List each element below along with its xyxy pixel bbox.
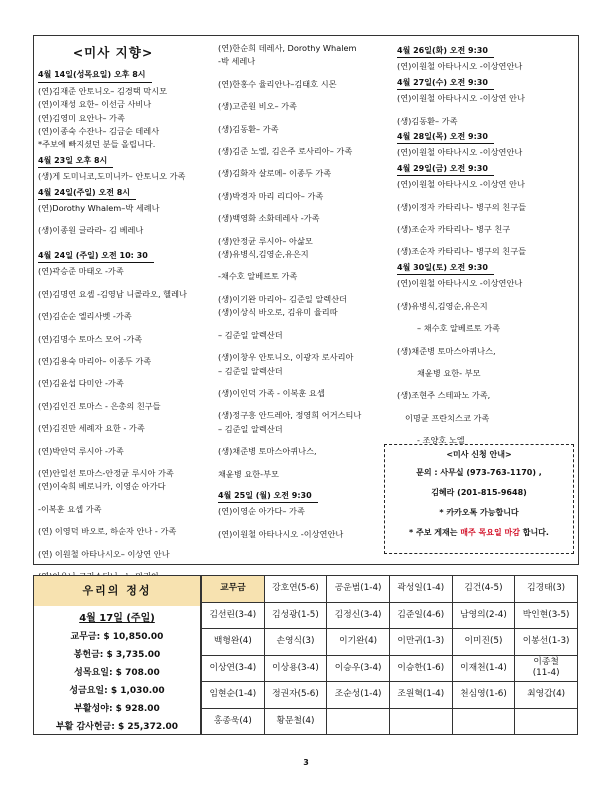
intention-line: (연)곽승준 마태오 -가족 [38, 266, 124, 277]
column-3 [397, 42, 575, 448]
section-list [397, 146, 575, 159]
intention-line: – 김준일 알렉산더 [218, 365, 283, 376]
intention-line: (생)백영화 소화데레사 -가족 [218, 213, 320, 224]
intention-line: - 조양호 노엘 [417, 435, 465, 446]
intention-line: -이복훈 요셉 가족 [38, 503, 102, 514]
intention-line: 이명균 프란치스코 가족 [405, 412, 490, 423]
intention-line: (생)김동환– 가족 [218, 123, 279, 134]
notice-contact-person: 김혜라 (201-815-9648) [431, 488, 527, 497]
intention-line: (생)김준 노엘, 김은주 로사리아– 가족 [218, 146, 353, 157]
intention-line: (연)한순희 데레사, Dorothy Whalem [218, 43, 357, 53]
section-list [38, 170, 214, 183]
donor-cell [389, 708, 452, 735]
intention-line: (연) 이원철 아타나시오– 이상연 안나 [38, 548, 170, 559]
section-head: 4월 29일(금) 오전 9:30 [397, 162, 494, 176]
intention-line: (연)박안덕 루시아 -가족 [38, 445, 124, 456]
donor-cell: 이미진(5) [452, 629, 515, 656]
intention-line: (생)박경자 마리 리디아– 가족 [218, 190, 324, 201]
donor-row [202, 576, 578, 603]
donor-row [202, 682, 578, 709]
intention-line: (생)조순자 카타리나– 병구의 친구들 [397, 246, 527, 257]
intention-line: (연)한홍수 율리안나–김태호 시몬 [218, 78, 337, 89]
donor-cell: 남영의(2-4) [452, 602, 515, 629]
donor-cell: 김건(4-5) [452, 576, 515, 603]
donor-table [201, 575, 578, 735]
section-list [38, 202, 214, 247]
section-head: 4월 14일(성목요일) 오후 8시 [38, 68, 152, 82]
section-list [218, 42, 390, 481]
deadline-text-end: 합니다. [522, 528, 549, 537]
intention-line: (생)이기완 마리아– 김준일 알렉산더 [218, 293, 348, 304]
intention-line: (생)유병식,김영순,유은지 [397, 300, 488, 311]
intention-line: (연)김인건 토마스 - 은총의 친구들 [38, 400, 161, 411]
notice-title: <미사 신청 안내> [446, 450, 512, 459]
intention-line: (생)이정자 카타리나– 병구의 친구들 [397, 201, 527, 212]
offering-line: 교무금: $ 10,850.00 [70, 632, 164, 642]
deadline-highlight: 매주 목요일 마감 [460, 528, 520, 537]
intention-line: (연)이원철 아타나시오 -이상연 안나 [397, 93, 525, 104]
intention-line: (연)안일선 토마스-안정균 루시아 가족 [38, 467, 174, 478]
intention-line: (연)김명연 요셉 -김영남 니콜라오, 헬레나 [38, 288, 187, 299]
column-2 [218, 42, 390, 541]
section-head: 4월 24일 (주일) 오전 10: 30 [38, 249, 154, 263]
section-list [38, 265, 214, 606]
intention-line: (연)김순순 엘리사벳 -가족 [38, 311, 132, 322]
intention-line: (생)이상식 바오로, 김유미 율리따 [218, 307, 338, 318]
intention-line: (연)이원철 아타나시오 -이상연안나 [218, 528, 344, 539]
section-list [397, 178, 575, 259]
section-list [397, 60, 575, 73]
intention-line: (연)이원철 아타나시오 -이상연안나 [397, 147, 523, 158]
intention-line: (연)이숙희 베로니카, 이영순 아가다 [38, 481, 166, 492]
intention-line: (생)이창우 안토니오, 이광자 로사리아 [218, 352, 354, 363]
intention-line: (생)정구흥 안드레아, 정영희 어거스티나 [218, 410, 362, 421]
intention-line: (생)고준원 비오– 가족 [218, 101, 297, 112]
donor-cell: 이상용(3-4) [264, 655, 327, 682]
donor-cell: 이승우(3-4) [327, 655, 390, 682]
intention-line: -채수호 알베르토 가족 [218, 271, 298, 282]
intention-line: (연)이원철 아타나시오 -이상연안나 [397, 61, 523, 72]
intention-line: (생)이인덕 가족 - 이복훈 요셉 [218, 387, 325, 398]
donor-row [202, 708, 578, 735]
donor-cell: 임현순(1-4) [202, 682, 265, 709]
intention-line: (생)채준병 토마스아퀴나스, [218, 446, 317, 457]
intention-line: (연)김영미 요안나– 가족 [38, 112, 125, 123]
intention-line: (연)김재준 안토니오– 김경택 막시모 [38, 85, 168, 96]
donor-cell: 조원혁(1-4) [389, 682, 452, 709]
notice-kakao: * 카카오톡 가능합니다 [439, 508, 519, 517]
column-1 [38, 42, 214, 606]
intention-line: (연)김명수 토마스 모어 -가족 [38, 333, 143, 344]
intention-line: (연) 이영덕 바오로, 하순자 안나 - 가족 [38, 526, 177, 537]
intention-line: (생)조순자 카타리나– 병구 친구 [397, 224, 511, 235]
donor-cell: 정권자(5-6) [264, 682, 327, 709]
offering-lines [34, 628, 200, 736]
donor-cell: 천심영(1-6) [452, 682, 515, 709]
intention-line: (생)김화자 살로메– 이종두 가족 [218, 168, 332, 179]
section-head: 4월 27일(수) 오전 9:30 [397, 76, 494, 90]
offering-date: 4월 17일 (주일) [79, 613, 155, 624]
intention-line: (연)이종숙 수잔나– 김금순 데레사 [38, 126, 160, 137]
offering-summary [33, 575, 201, 735]
mass-request-notice [384, 444, 574, 554]
intention-line: (생)안정균 루시아– 아삶모 [218, 235, 313, 246]
offering-line: 부활 감사헌금: $ 25,372.00 [55, 722, 179, 732]
page-number: 3 [303, 758, 309, 767]
donor-cell: 박인현(3-5) [515, 602, 578, 629]
notice-contact-office: 문의 : 사무실 (973-763-1170) , [416, 468, 542, 477]
intention-line: (연)김윤섭 다미안 -가족 [38, 378, 124, 389]
donor-cell: 홍종욱(4) [202, 708, 265, 735]
intention-line: (생)게 도미니코,도미니카– 안토니오 가족 [38, 171, 186, 182]
offering-line: 부활성야: $ 928.00 [74, 704, 160, 714]
intention-line: -박 세레나 [218, 56, 256, 67]
donor-header-cell: 교무금 [202, 576, 265, 603]
donor-cell: 이상연(3-4) [202, 655, 265, 682]
donor-cell: 이종철 (11-4) [515, 655, 578, 682]
donor-cell: 김정신(3-4) [327, 602, 390, 629]
donor-cell [327, 708, 390, 735]
donor-cell: 이기완(4) [327, 629, 390, 656]
intention-line: – 김준일 알렉산더 [218, 329, 283, 340]
intention-line: *주보에 빠지셨던 분들 올립니다. [38, 139, 156, 150]
offering-line: 성목요일: $ 708.00 [74, 668, 160, 678]
intention-line: (연)김진만 세례자 요한 - 가족 [38, 423, 145, 434]
intention-line: (연)이원철 아타나시오 -이상연안나 [397, 278, 523, 289]
intention-line: (생)조현주 스테파노 가족, [397, 390, 491, 401]
donor-cell: 김경태(3) [515, 576, 578, 603]
section-head: 4월 24일(주일) 오전 8시 [38, 186, 136, 200]
section-head: 4월 26일(화) 오전 9:30 [397, 44, 494, 58]
intention-line: (생)이종원 글라라– 김 베레나 [38, 225, 144, 236]
intention-line: – 채수호 알베르토 가족 [417, 323, 501, 334]
intention-line: (생)채준병 토마스아퀴나스, [397, 345, 496, 356]
donor-cell: 백형완(4) [202, 629, 265, 656]
donor-row [202, 655, 578, 682]
donor-cell: 황문철(4) [264, 708, 327, 735]
donor-cell: 이만귀(1-3) [389, 629, 452, 656]
intention-line: (연)이원철 아타나시오 -이상연 안나 [397, 179, 525, 190]
section-list [397, 92, 575, 128]
donor-cell: 최영갑(4) [515, 682, 578, 709]
donor-cell: 이재천(1-4) [452, 655, 515, 682]
section-head: 4월 23일 오후 8시 [38, 154, 113, 168]
donor-cell: 곽성일(1-4) [389, 576, 452, 603]
donor-cell: 조순성(1-4) [327, 682, 390, 709]
donor-cell: 이봉선(1-3) [515, 629, 578, 656]
intention-line: – 김준일 알렉산더 [218, 423, 283, 434]
intention-line: (연)이재성 요한– 이선금 사비나 [38, 99, 152, 110]
donor-cell: 강호연(5-6) [264, 576, 327, 603]
intention-line: (연)이영순 아가다– 가족 [218, 506, 305, 517]
intention-line: (연)Dorothy Whalem–박 세례나 [38, 203, 160, 214]
donor-cell [515, 708, 578, 735]
section-head: 4월 25일 (월) 오전 9:30 [218, 489, 318, 503]
section-list [218, 505, 390, 541]
donor-cell: 김준일(4-6) [389, 602, 452, 629]
donor-cell: 이승한(1-6) [389, 655, 452, 682]
deadline-text: * 주보 게재는 [409, 528, 458, 537]
donor-cell: 김성광(1-5) [264, 602, 327, 629]
intention-line: 채윤병 요한- 부모 [417, 367, 481, 378]
page-title: <미사 지향> [72, 45, 154, 60]
donor-cell [452, 708, 515, 735]
offering-line: 성금요일: $ 1,030.00 [69, 686, 165, 696]
offering-title: 우리의 정성 [34, 576, 200, 606]
section-head: 4월 28일(목) 오전 9:30 [397, 130, 494, 144]
section-list [397, 277, 575, 447]
donor-row [202, 629, 578, 656]
donor-cell: 손영식(3) [264, 629, 327, 656]
offering-line: 봉헌금: $ 3,735.00 [73, 650, 161, 660]
intention-line: (생)김동환– 가족 [397, 115, 458, 126]
section-list [38, 85, 214, 152]
section-head: 4월 30일(토) 오전 9:30 [397, 261, 494, 275]
intention-line: 채윤병 요한-부모 [218, 468, 279, 479]
intention-line: (연)김용숙 마리아– 이종두 가족 [38, 355, 152, 366]
donor-cell: 김선린(3-4) [202, 602, 265, 629]
donor-cell: 공운범(1-4) [327, 576, 390, 603]
notice-deadline [385, 527, 573, 538]
intention-line: (생)유병식,김영순,유은지 [218, 249, 309, 260]
donor-row [202, 602, 578, 629]
